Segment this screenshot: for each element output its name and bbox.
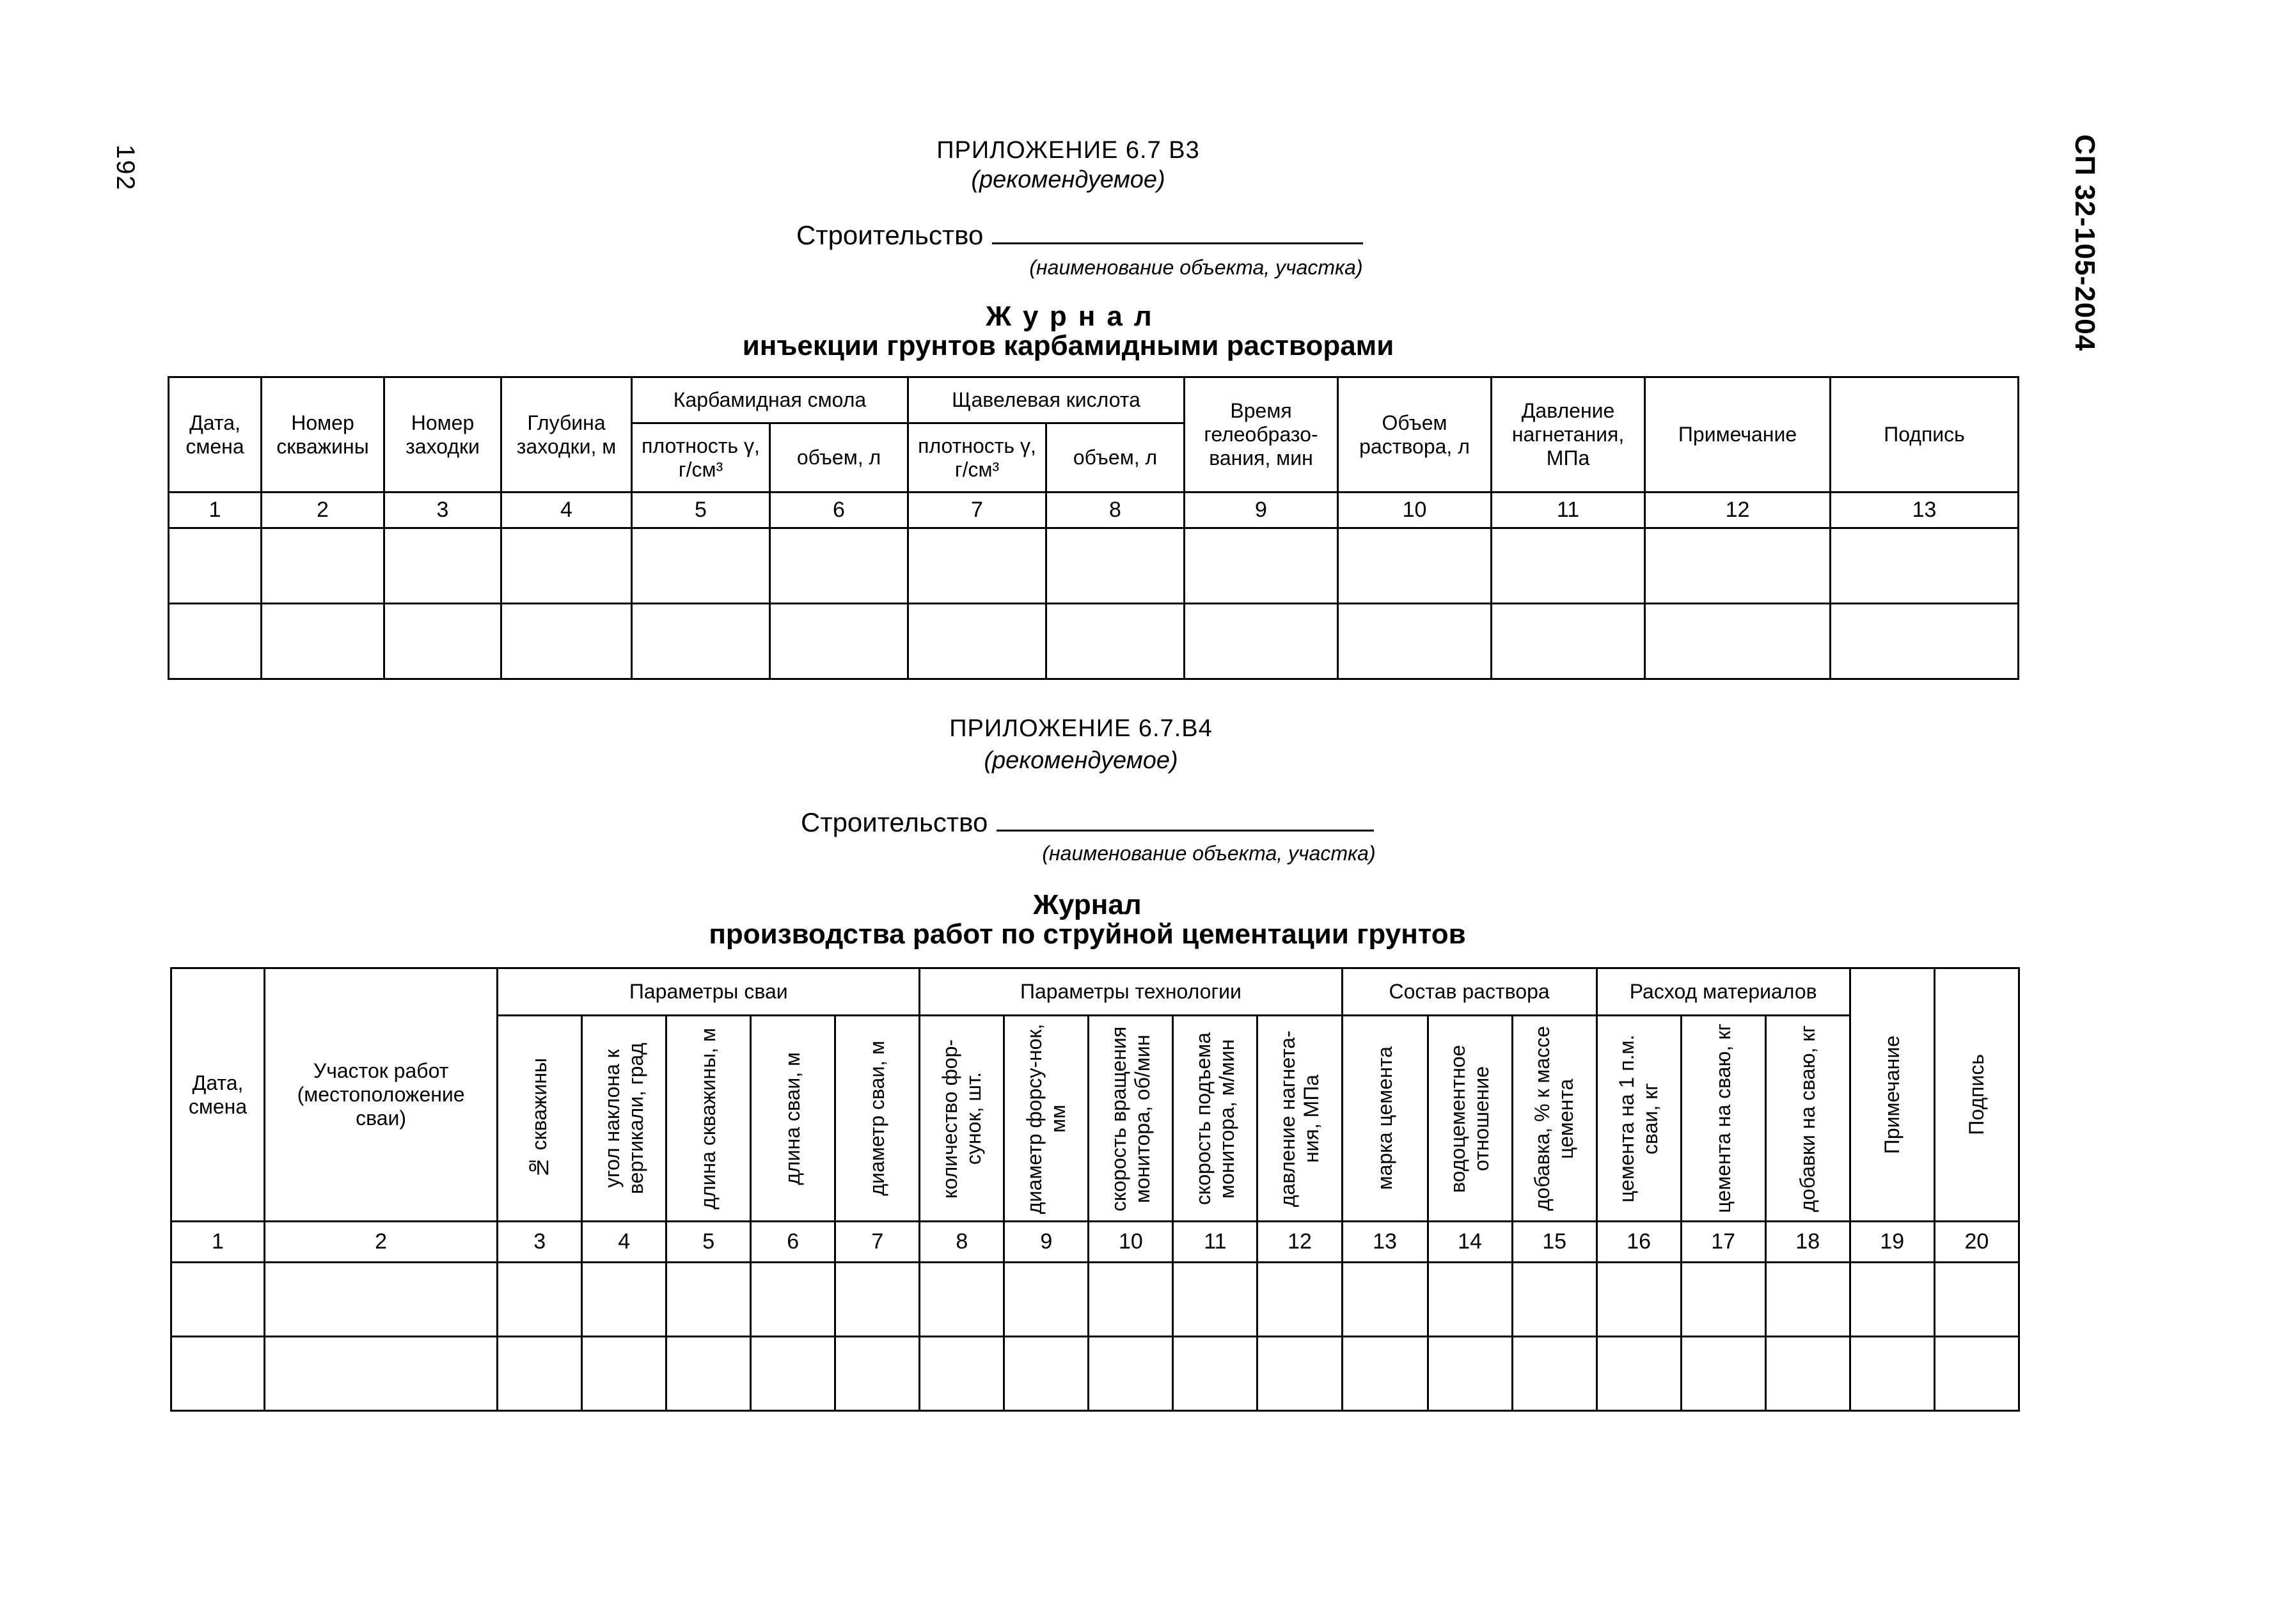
group-header-tech-params: Параметры технологии	[920, 968, 1342, 1016]
empty-cell	[171, 1263, 265, 1337]
group-header-materials: Расход материалов	[1596, 968, 1850, 1016]
empty-cell	[1089, 1263, 1173, 1337]
empty-cell	[1831, 528, 2019, 604]
column-number: 7	[835, 1222, 920, 1263]
empty-cell	[1338, 604, 1492, 679]
journal-table-b4	[170, 967, 2020, 1412]
empty-cell	[169, 528, 262, 604]
header-well-number: Номер скважины	[262, 377, 384, 493]
header-work-site: Участок работ (местоположение сваи)	[265, 968, 498, 1222]
header-cement-per-pile: цемента на сваю, кг	[1681, 1016, 1765, 1222]
empty-cell	[1185, 528, 1338, 604]
empty-cell	[1765, 1337, 1850, 1411]
empty-cell	[1089, 1337, 1173, 1411]
empty-cell	[1046, 528, 1185, 604]
empty-cell	[835, 1263, 920, 1337]
empty-cell	[908, 528, 1046, 604]
header-signature: Подпись	[1934, 968, 2019, 1222]
empty-cell	[1512, 1337, 1596, 1411]
empty-cell	[1185, 604, 1338, 679]
empty-cell	[1257, 1337, 1342, 1411]
header-gel-time: Время гелеобразо-вания, мин	[1185, 377, 1338, 493]
appendix-b4-subtitle: (рекомендуемое)	[984, 747, 1178, 774]
empty-cell	[1046, 604, 1185, 679]
header-angle: угол наклона к вертикали, град	[582, 1016, 666, 1222]
empty-cell	[1492, 604, 1645, 679]
construction-row-b4	[801, 807, 1374, 838]
column-number: 5	[632, 493, 770, 528]
header-well-no: № скважины	[498, 1016, 582, 1222]
empty-cell	[1596, 1263, 1681, 1337]
empty-cell	[1850, 1337, 1934, 1411]
column-number: 13	[1831, 493, 2019, 528]
empty-cell	[770, 604, 908, 679]
journal-table-b3	[168, 376, 2019, 680]
column-number: 10	[1338, 493, 1492, 528]
column-number: 4	[582, 1222, 666, 1263]
empty-cell	[666, 1263, 751, 1337]
empty-cell	[1681, 1263, 1765, 1337]
header-pile-length: длина сваи, м	[751, 1016, 835, 1222]
column-number: 3	[498, 1222, 582, 1263]
journal-subtitle-b3: инъекции грунтов карбамидными растворами	[742, 330, 1394, 361]
header-well-length: длина скважины, м	[666, 1016, 751, 1222]
header-nozzle-count: количество фор-сунок, шт.	[920, 1016, 1004, 1222]
empty-cell	[1173, 1263, 1257, 1337]
header-signature: Подпись	[1831, 377, 2019, 493]
column-number: 20	[1934, 1222, 2019, 1263]
empty-cell	[262, 528, 384, 604]
group-header-solution: Состав раствора	[1342, 968, 1596, 1016]
header-pass-number: Номер заходки	[384, 377, 501, 493]
journal-title-b3: Журнал	[986, 301, 1163, 332]
table-row	[169, 604, 2019, 679]
column-number: 9	[1004, 1222, 1089, 1263]
column-number: 10	[1089, 1222, 1173, 1263]
column-number: 16	[1596, 1222, 1681, 1263]
column-number: 13	[1342, 1222, 1428, 1263]
column-number: 9	[1185, 493, 1338, 528]
empty-cell	[632, 528, 770, 604]
header-lift-speed: скорость подъема монитора, м/мин	[1173, 1016, 1257, 1222]
empty-cell	[501, 604, 632, 679]
header-cement-per-meter: цемента на 1 п.м. сваи, кг	[1596, 1016, 1681, 1222]
empty-cell	[1004, 1263, 1089, 1337]
header-pressure: Давление нагнетания, МПа	[1492, 377, 1645, 493]
empty-cell	[1645, 528, 1831, 604]
group-header-acid: Щавелевая кислота	[908, 377, 1185, 423]
empty-cell	[1257, 1263, 1342, 1337]
construction-fill-line	[997, 828, 1374, 832]
header-solution-volume: Объем раствора, л	[1338, 377, 1492, 493]
column-number: 19	[1850, 1222, 1934, 1263]
empty-cell	[751, 1263, 835, 1337]
header-pass-depth: Глубина заходки, м	[501, 377, 632, 493]
empty-cell	[384, 604, 501, 679]
header-resin-volume: объем, л	[770, 423, 908, 493]
empty-cell	[498, 1263, 582, 1337]
construction-fill-line	[992, 241, 1363, 244]
column-number: 17	[1681, 1222, 1765, 1263]
column-number-row	[171, 1222, 2019, 1263]
header-date: Дата, смена	[169, 377, 262, 493]
empty-cell	[751, 1337, 835, 1411]
header-nozzle-diameter: диаметр форсу-нок, мм	[1004, 1016, 1089, 1222]
empty-cell	[498, 1337, 582, 1411]
column-number: 8	[1046, 493, 1185, 528]
header-pile-diameter: диаметр сваи, м	[835, 1016, 920, 1222]
empty-cell	[265, 1263, 498, 1337]
empty-cell	[171, 1337, 265, 1411]
group-header-pile-params: Параметры сваи	[498, 968, 920, 1016]
construction-caption-b4: (наименование объекта, участка)	[1042, 842, 1376, 865]
group-header-resin: Карбамидная смола	[632, 377, 908, 423]
construction-caption-b3: (наименование объекта, участка)	[1029, 256, 1363, 279]
column-number: 2	[262, 493, 384, 528]
empty-cell	[169, 604, 262, 679]
column-number: 6	[770, 493, 908, 528]
empty-cell	[265, 1337, 498, 1411]
empty-cell	[1850, 1263, 1934, 1337]
empty-cell	[1428, 1337, 1512, 1411]
appendix-b4-title: ПРИЛОЖЕНИЕ 6.7.В4	[949, 715, 1213, 742]
column-number: 11	[1492, 493, 1645, 528]
column-number: 14	[1428, 1222, 1512, 1263]
empty-cell	[632, 604, 770, 679]
empty-cell	[501, 528, 632, 604]
empty-cell	[1596, 1337, 1681, 1411]
column-number: 1	[171, 1222, 265, 1263]
column-number: 3	[384, 493, 501, 528]
construction-row-b3	[796, 220, 1363, 251]
column-number: 15	[1512, 1222, 1596, 1263]
header-note: Примечание	[1645, 377, 1831, 493]
empty-cell	[262, 604, 384, 679]
empty-cell	[1934, 1263, 2019, 1337]
appendix-b3-subtitle: (рекомендуемое)	[971, 166, 1165, 193]
construction-label: Строительство	[796, 220, 984, 250]
empty-cell	[666, 1337, 751, 1411]
column-number: 2	[265, 1222, 498, 1263]
empty-cell	[384, 528, 501, 604]
header-cement-grade: марка цемента	[1342, 1016, 1428, 1222]
empty-cell	[770, 528, 908, 604]
column-number: 7	[908, 493, 1046, 528]
empty-cell	[835, 1337, 920, 1411]
empty-cell	[1681, 1337, 1765, 1411]
empty-cell	[1173, 1337, 1257, 1411]
page-number: 192	[111, 145, 139, 191]
column-number: 5	[666, 1222, 751, 1263]
empty-cell	[582, 1337, 666, 1411]
header-wc-ratio: водоцементное отношение	[1428, 1016, 1512, 1222]
column-number: 8	[920, 1222, 1004, 1263]
journal-subtitle-b4: производства работ по струйной цементации грунтов	[709, 918, 1466, 950]
empty-cell	[1492, 528, 1645, 604]
header-note: Примечание	[1850, 968, 1934, 1222]
journal-title-b4: Журнал	[1033, 889, 1142, 920]
header-additive: добавка, % к массе цемента	[1512, 1016, 1596, 1222]
header-acid-density: плотность γ, г/см³	[908, 423, 1046, 493]
column-number: 6	[751, 1222, 835, 1263]
header-acid-volume: объем, л	[1046, 423, 1185, 493]
header-pressure: давление нагнета-ния, МПа	[1257, 1016, 1342, 1222]
empty-cell	[1934, 1337, 2019, 1411]
table-row	[169, 528, 2019, 604]
table-row	[171, 1337, 2019, 1411]
column-number: 12	[1257, 1222, 1342, 1263]
header-resin-density: плотность γ, г/см³	[632, 423, 770, 493]
document-code: СП 32-105-2004	[2069, 134, 2101, 352]
empty-cell	[1428, 1263, 1512, 1337]
column-number: 4	[501, 493, 632, 528]
construction-label: Строительство	[801, 807, 988, 837]
column-number: 11	[1173, 1222, 1257, 1263]
column-number: 18	[1765, 1222, 1850, 1263]
empty-cell	[1645, 604, 1831, 679]
empty-cell	[1342, 1263, 1428, 1337]
empty-cell	[1004, 1337, 1089, 1411]
empty-cell	[582, 1263, 666, 1337]
header-rotation-speed: скорость вращения монитора, об/мин	[1089, 1016, 1173, 1222]
column-number: 1	[169, 493, 262, 528]
column-number-row	[169, 493, 2019, 528]
header-additive-per-pile: добавки на сваю, кг	[1765, 1016, 1850, 1222]
empty-cell	[1342, 1337, 1428, 1411]
empty-cell	[1512, 1263, 1596, 1337]
header-date: Дата, смена	[171, 968, 265, 1222]
appendix-b3-title: ПРИЛОЖЕНИЕ 6.7 В3	[936, 137, 1200, 164]
empty-cell	[1831, 604, 2019, 679]
empty-cell	[920, 1263, 1004, 1337]
table-row	[171, 1263, 2019, 1337]
empty-cell	[908, 604, 1046, 679]
empty-cell	[920, 1337, 1004, 1411]
empty-cell	[1765, 1263, 1850, 1337]
column-number: 12	[1645, 493, 1831, 528]
empty-cell	[1338, 528, 1492, 604]
